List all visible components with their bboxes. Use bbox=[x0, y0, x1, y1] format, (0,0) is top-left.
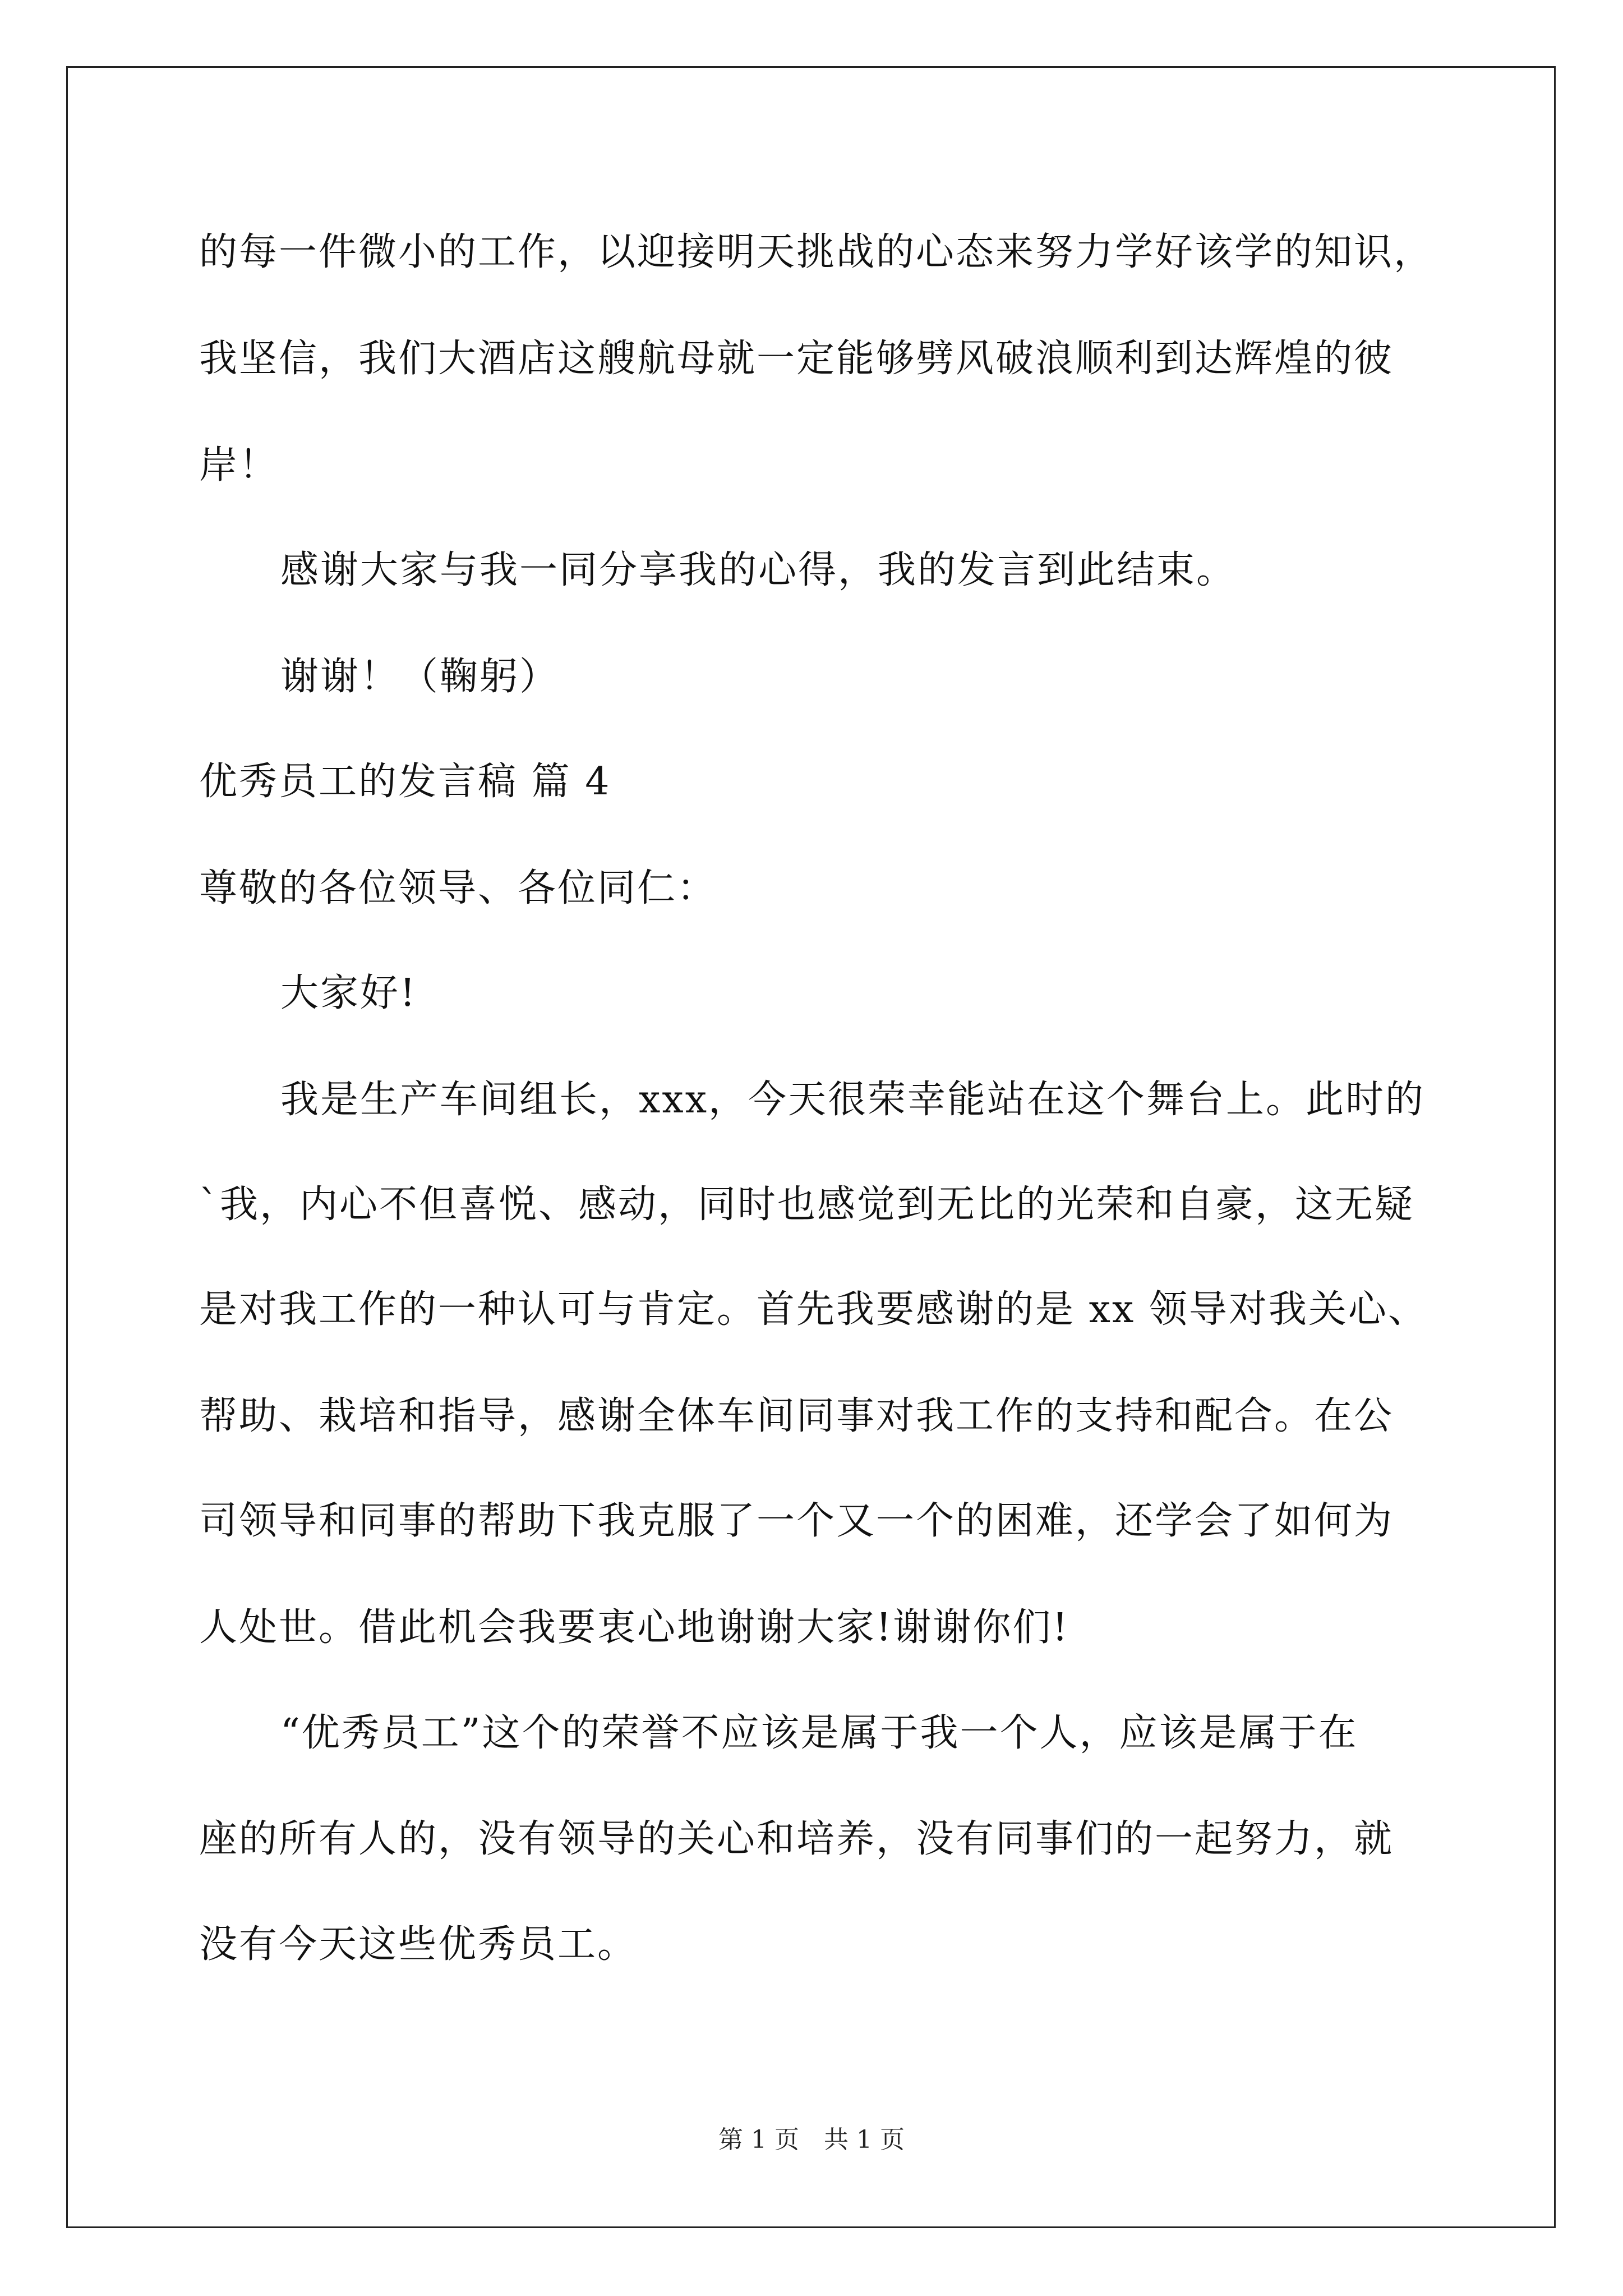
section-heading: 优秀员工的发言稿 篇 4 bbox=[199, 760, 611, 804]
text-line: 人处世。借此机会我要衷心地谢谢大家!谢谢你们! bbox=[199, 1605, 1069, 1650]
text-line: 谢谢！（鞠躬） bbox=[280, 655, 560, 699]
text-line: 我坚信，我们大酒店这艘航母就一定能够劈风破浪顺利到达辉煌的彼 bbox=[199, 337, 1394, 381]
page-footer: 第 1 页 共 1 页 bbox=[718, 2125, 905, 2154]
text-line: 的每一件微小的工作，以迎接明天挑战的心态来努力学好该学的知识， bbox=[199, 230, 1434, 274]
text-line: 感谢大家与我一同分享我的心得，我的发言到此结束。 bbox=[280, 548, 1237, 592]
text-line: `我，内心不但喜悦、感动，同时也感觉到无比的光荣和自豪，这无疑 bbox=[199, 1182, 1415, 1227]
text-line: 帮助、栽培和指导，感谢全体车间同事对我工作的支持和配合。在公 bbox=[199, 1394, 1394, 1438]
text-line: 岸！ bbox=[199, 443, 279, 487]
text-line: “优秀员工”这个的荣誉不应该是属于我一个人，应该是属于在 bbox=[280, 1711, 1358, 1755]
text-line: 没有今天这些优秀员工。 bbox=[199, 1922, 638, 1967]
text-line: 是对我工作的一种认可与肯定。首先我要感谢的是 xx 领导对我关心、 bbox=[199, 1287, 1428, 1332]
text-line: 我是生产车间组长，xxx，今天很荣幸能站在这个舞台上。此时的 bbox=[280, 1078, 1426, 1122]
page-border bbox=[66, 66, 1556, 2228]
text-line: 座的所有人的，没有领导的关心和培养，没有同事们的一起努力，就 bbox=[199, 1817, 1394, 1861]
text-line: 司领导和同事的帮助下我克服了一个又一个的困难，还学会了如何为 bbox=[199, 1499, 1394, 1543]
greeting: 大家好! bbox=[280, 971, 417, 1015]
salutation: 尊敬的各位领导、各位同仁： bbox=[199, 866, 717, 910]
